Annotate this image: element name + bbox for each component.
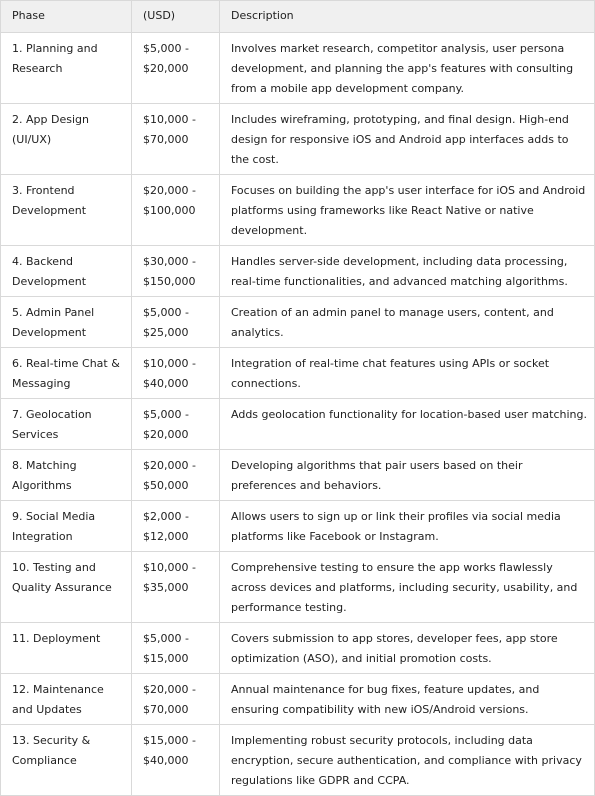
- header-row: [1, 1, 595, 33]
- cost-cell: $5,000 - $20,000: [132, 399, 220, 450]
- description-cell: Developing algorithms that pair users based on their preferences and behaviors.: [220, 450, 595, 501]
- cost-cell: $2,000 - $12,000: [132, 501, 220, 552]
- phase-cell: 11. Deployment: [1, 623, 132, 674]
- description-cell: Involves market research, competitor analysis, user persona development, and planning the app's features with consulting from a mobile app development company.: [220, 33, 595, 104]
- table-row: [1, 104, 595, 175]
- description-cell: Annual maintenance for bug fixes, feature updates, and ensuring compatibility with new iOS/Android versions.: [220, 674, 595, 725]
- table-row: [1, 175, 595, 246]
- description-cell: Includes wireframing, prototyping, and final design. High-end design for responsive iOS and Android app interfaces adds to the cost.: [220, 104, 595, 175]
- table-row: [1, 552, 595, 623]
- table-header: [1, 1, 595, 33]
- description-cell: Focuses on building the app's user interface for iOS and Android platforms using frameworks like React Native or native development.: [220, 175, 595, 246]
- table-body: [1, 33, 595, 796]
- table-row: [1, 297, 595, 348]
- table-row: [1, 399, 595, 450]
- description-cell: Covers submission to app stores, developer fees, app store optimization (ASO), and initial promotion costs.: [220, 623, 595, 674]
- cost-cell: $5,000 - $20,000: [132, 33, 220, 104]
- phase-cell: 7. Geolocation Services: [1, 399, 132, 450]
- description-cell: Adds geolocation functionality for location-based user matching.: [220, 399, 595, 450]
- description-cell: Implementing robust security protocols, including data encryption, secure authentication, and compliance with privacy regulations like GDPR and CCPA.: [220, 725, 595, 796]
- phase-cell: 6. Real-time Chat & Messaging: [1, 348, 132, 399]
- description-cell: Creation of an admin panel to manage users, content, and analytics.: [220, 297, 595, 348]
- cost-cell: $10,000 - $35,000: [132, 552, 220, 623]
- description-cell: Allows users to sign up or link their profiles via social media platforms like Facebook or Instagram.: [220, 501, 595, 552]
- cost-cell: $5,000 - $15,000: [132, 623, 220, 674]
- cost-cell: $10,000 - $70,000: [132, 104, 220, 175]
- phase-cell: 8. Matching Algorithms: [1, 450, 132, 501]
- description-cell: Comprehensive testing to ensure the app works flawlessly across devices and platforms, including security, usability, and performance testing.: [220, 552, 595, 623]
- cost-cell: $5,000 - $25,000: [132, 297, 220, 348]
- phase-cell: 12. Maintenance and Updates: [1, 674, 132, 725]
- description-cell: Integration of real-time chat features using APIs or socket connections.: [220, 348, 595, 399]
- cost-cell: $20,000 - $100,000: [132, 175, 220, 246]
- table-row: [1, 246, 595, 297]
- phase-cell: 1. Planning and Research: [1, 33, 132, 104]
- phase-cell: 4. Backend Development: [1, 246, 132, 297]
- phase-cell: 2. App Design (UI/UX): [1, 104, 132, 175]
- table-row: [1, 450, 595, 501]
- cost-cell: $20,000 - $50,000: [132, 450, 220, 501]
- cost-cell: $30,000 - $150,000: [132, 246, 220, 297]
- phase-cell: 9. Social Media Integration: [1, 501, 132, 552]
- cost-cell: $10,000 - $40,000: [132, 348, 220, 399]
- cost-cell: $15,000 - $40,000: [132, 725, 220, 796]
- header-cost: (USD): [132, 1, 220, 33]
- table-row: [1, 674, 595, 725]
- table-row: [1, 725, 595, 796]
- table-row: [1, 623, 595, 674]
- cost-cell: $20,000 - $70,000: [132, 674, 220, 725]
- phase-cell: 5. Admin Panel Development: [1, 297, 132, 348]
- description-cell: Handles server-side development, including data processing, real-time functionalities, and advanced matching algorithms.: [220, 246, 595, 297]
- table-row: [1, 348, 595, 399]
- phase-cell: 10. Testing and Quality Assurance: [1, 552, 132, 623]
- table-row: [1, 501, 595, 552]
- phase-cell: 3. Frontend Development: [1, 175, 132, 246]
- phase-cell: 13. Security & Compliance: [1, 725, 132, 796]
- header-description: Description: [220, 1, 595, 33]
- header-phase: Phase: [1, 1, 132, 33]
- table-row: [1, 33, 595, 104]
